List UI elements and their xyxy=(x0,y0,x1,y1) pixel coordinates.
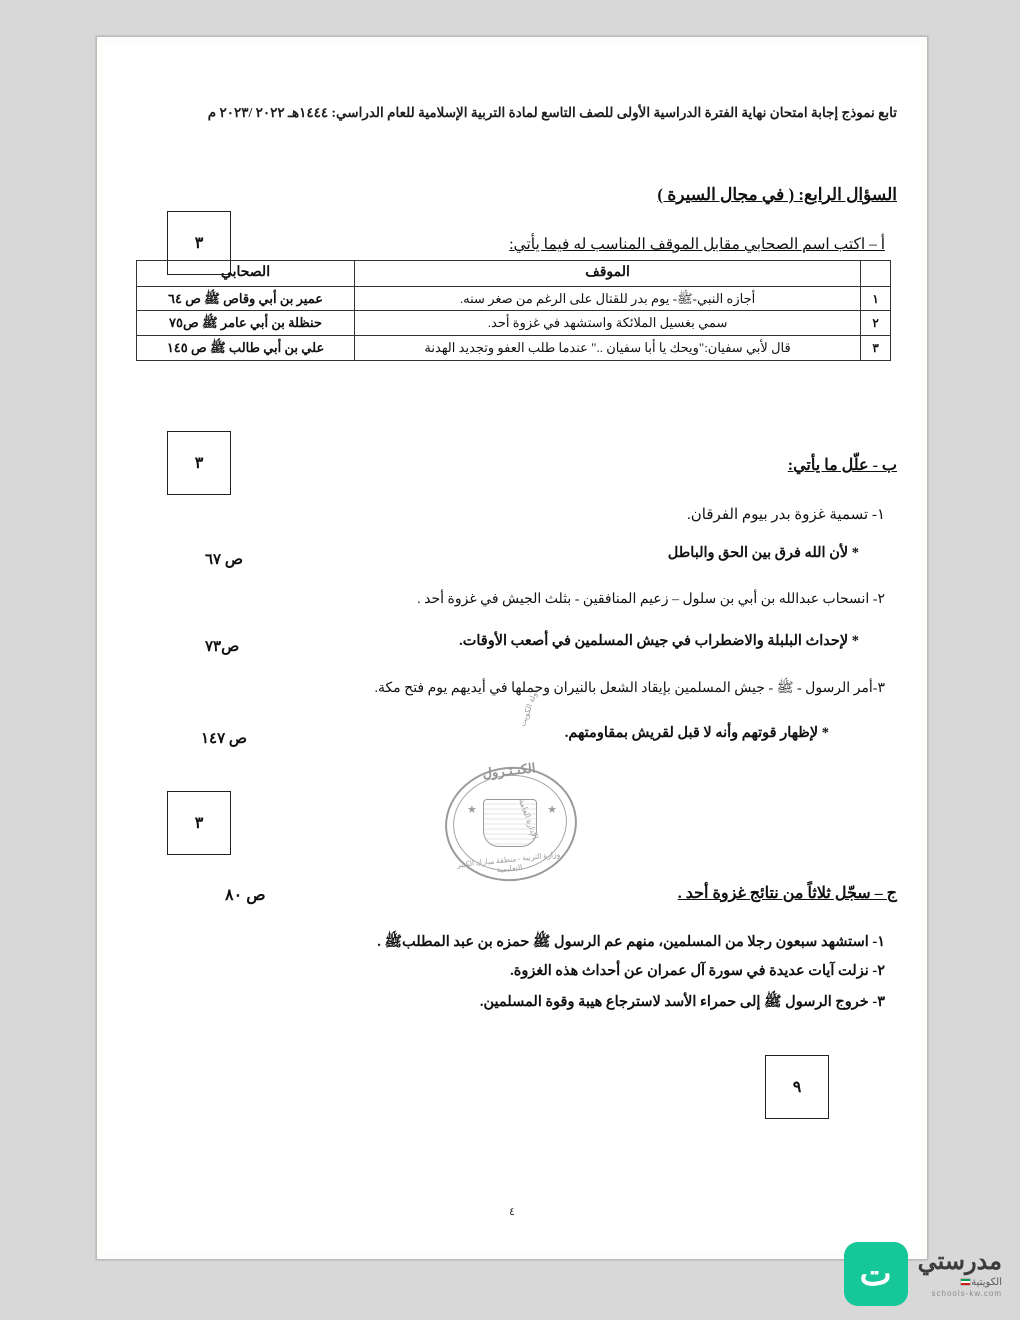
table-header-mawqif: الموقف xyxy=(355,261,861,287)
part-c-page-ref: ص ٨٠ xyxy=(225,887,266,904)
question4-title: السؤال الرابع: ( في مجال السيرة ) xyxy=(657,185,897,204)
stamp-bottom-text: وزارة التربية - منطقة مبارك الكبير التعليمية xyxy=(456,849,561,875)
control-stamp xyxy=(435,687,585,885)
stamp-side-left-text: دولة الكويت xyxy=(517,687,540,728)
brand-text-block xyxy=(918,1249,1002,1298)
paper-surface xyxy=(105,45,919,1251)
total-mark-box: ٩ xyxy=(765,1055,829,1119)
part-b-answer-3: * لإظهار قوتهم وأنه لا قبل لقريش بمقاومتهم. xyxy=(564,725,829,741)
brand-url: schools-kw.com xyxy=(931,1288,1002,1298)
part-c-item-1: ١- استشهد سبعون رجلا من المسلمين، منهم عم الرسول ﷺ حمزه بن عبد المطلبﷺ . xyxy=(377,934,885,950)
brand-subtitle-text: الكويتية xyxy=(971,1276,1002,1288)
part-b-question-2: ٢- انسحاب عبدالله بن أبي بن سلول – زعيم المنافقين - بثلث الجيش في غزوة أحد . xyxy=(417,592,885,607)
stamp-star-left-icon: ★ xyxy=(467,804,477,816)
part-b-page-ref-1: ص ٦٧ xyxy=(205,552,244,568)
row-mawqif: أجازه النبي-ﷺ- يوم بدر للقتال على الرغم من صغر سنه. xyxy=(355,286,861,311)
scanned-page-sheet xyxy=(96,36,928,1260)
part-b-question-1: ١- تسمية غزوة بدر بيوم الفرقان. xyxy=(687,507,885,523)
stamp-top-text: الكنـتـرول xyxy=(481,760,537,781)
brand-logo-glyph: ت xyxy=(859,1255,892,1293)
part-b-label: ب - علّل ما يأتي: xyxy=(787,457,897,474)
table-header-index xyxy=(861,261,891,287)
part-b-page-ref-3: ص ١٤٧ xyxy=(201,731,248,747)
brand-name: مدرستي xyxy=(917,1248,1002,1276)
page-number: ٤ xyxy=(509,1206,515,1218)
stamp-side-right-text: الإدارة العامة xyxy=(517,797,540,841)
part-c-label: ج – سجّل ثلاثاً من نتائج غزوة أحد . xyxy=(677,885,897,902)
table-row xyxy=(137,311,891,336)
row-index: ١ xyxy=(861,286,891,311)
kuwait-flag-icon xyxy=(960,1278,971,1286)
table-header-sahabi: الصحابي xyxy=(137,261,355,287)
part-b-answer-1: * لأن الله فرق بين الحق والباطل xyxy=(667,545,859,561)
part-c-item-3: ٣- خروج الرسول ﷺ إلى حمراء الأسد لاسترجاع هيبة وقوة المسلمين. xyxy=(479,994,885,1010)
row-mawqif: قال لأبي سفيان:"ويحك يا أبا سفيان .." عندما طلب العفو وتجديد الهدنة xyxy=(355,335,861,360)
document-header: تابع نموذج إجابة امتحان نهاية الفترة الدراسية الأولى للصف التاسع لمادة التربية الإسلامية للعام الدراسي: ١٤٤٤هـ ٢٠٢٢ /٢٠٢٣ م xyxy=(207,105,897,120)
table-row xyxy=(137,335,891,360)
row-sahabi: عمير بن أبي وقاص ﷺ ص ٦٤ xyxy=(137,286,355,311)
part-b-mark-box: ٣ xyxy=(167,431,231,495)
stamp-star-right-icon: ★ xyxy=(547,804,557,816)
row-index: ٢ xyxy=(861,311,891,336)
part-a-label: أ – اكتب اسم الصحابي مقابل الموقف المناسب له فيما يأتي: xyxy=(509,236,885,253)
watermark-brand xyxy=(844,1242,1002,1306)
sahabi-mawqif-table xyxy=(136,260,891,361)
table-header-row xyxy=(137,261,891,287)
part-b-question-3: ٣-أمر الرسول - ﷺ - جيش المسلمين بإيقاد الشعل بالنيران وحملها في أيديهم يوم فتح مكة. xyxy=(374,681,885,696)
part-b-answer-2: * لإحداث البلبلة والاضطراب في جيش المسلمين في أصعب الأوقات. xyxy=(459,633,859,649)
part-c-mark-box: ٣ xyxy=(167,791,231,855)
part-b-page-ref-2: ص٧٣ xyxy=(205,639,240,655)
row-sahabi: علي بن أبي طالب ﷺ ص ١٤٥ xyxy=(137,335,355,360)
row-mawqif: سمي بغسيل الملائكة واستشهد في غزوة أحد. xyxy=(355,311,861,336)
part-a-mark-box: ٣ xyxy=(167,211,231,275)
brand-subtitle xyxy=(918,1277,1002,1288)
row-sahabi: حنظلة بن أبي عامر ﷺ ص٧٥ xyxy=(137,311,355,336)
row-index: ٣ xyxy=(861,335,891,360)
part-c-item-2: ٢- نزلت آيات عديدة في سورة آل عمران عن أحداث هذه الغزوة. xyxy=(510,963,885,979)
brand-logo-icon xyxy=(844,1242,908,1306)
table-row xyxy=(137,286,891,311)
